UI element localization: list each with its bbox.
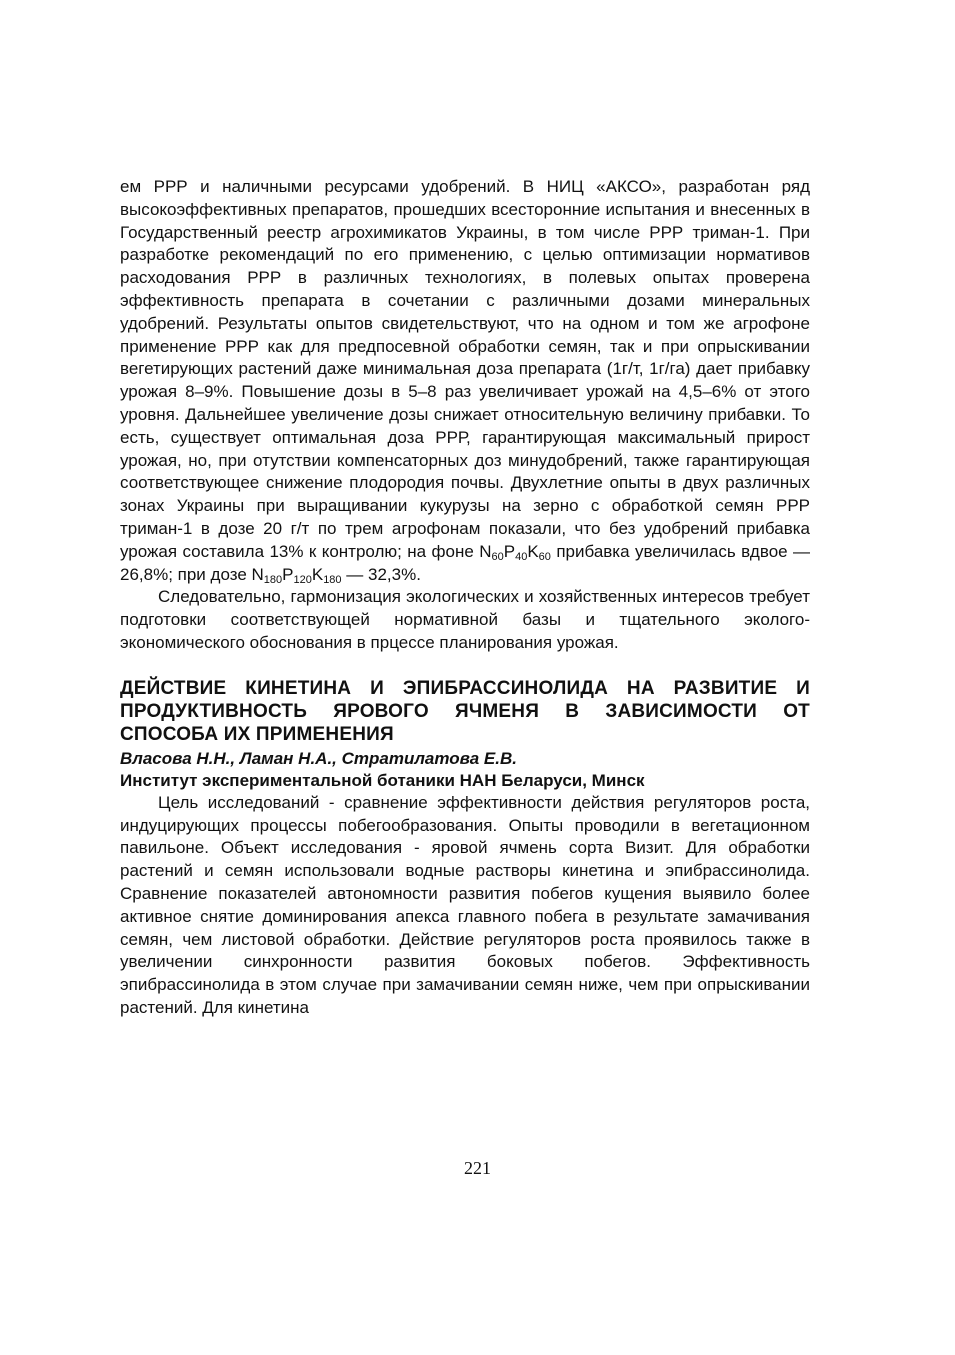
page-number: 221 — [464, 1158, 491, 1178]
article-institute: Институт экспериментальной ботаники НАН Беларуси, Минск — [120, 770, 645, 790]
article-body: Цель исследований - сравнение эффективности действия регуляторов роста, индуцирующих процессы побегообразования. Опыты проводили в вегетационном павильоне. Объект исследования - яровой ячмень сорта Визит. Для обработки растений и семян использовали водные растворы кинетина и эпибрассинолида. Сравнение показателей автономности развития побегов кущения выявило более активное снятие доминирования апекса главного побега в результате замачивания семян, чем листовой обработки. Действие регуляторов роста проявилось также в увеличении синхронности развития боковых побегов. Эффективность эпибрассинолида в этом случае при замачивании семян ниже, чем при опрыскивании растений. Для кинетина — [120, 792, 810, 1017]
page-content — [120, 176, 810, 1020]
article-authors: Власова Н.Н., Ламан Н.А., Стратилатова Е.В. — [120, 748, 517, 768]
formula-n180p120k180: $N_{180}P_{120}K_{180}$ — [251, 564, 342, 586]
paragraph-text: ем РРР и наличными ресурсами удобрений. В НИЦ «АКСО», разработан ряд высокоэффективных препаратов, прошедших всесторонние испытания и внесенных в Государственный реестр агрохимикатов Украины, в том числе РРР триман-1. При разработке рекомендаций по его применению, с целью оптимизации нормативов расходования РРР в различных технологиях, в полевых опытах проверена эффективность препарата в сочетании с различными дозами минеральных удобрений. Результаты опытов свидетельствуют, что на одном и том же агрофоне применение РРР как для предпосевной обработки семян, так и при опрыскивании вегетирующих растений даже минимальная доза препарата (1г/т, 1г/га) дает прибавку урожая 8–9%. Повышение дозы в 5–8 раз увеличивает урожай на 4,5–6% от этого уровня. Дальнейшее увеличение дозы снижает относительную величину прибавки. То есть, существует оптимальная доза РРР, гарантирующая максимальный прирост урожая, но, при отутствии компенсаторных доз минудобрений, также гарантирующая соответствующее снижение плодородия почвы. Двухлетние опыты в двух различных зонах Украины при выращивании кукурузы на зерно с обработкой семян РРР триман-1 в дозе 20 г/т по трем агрофонам показали, что без удобрений прибавка урожая составила 13% к контролю; на фоне — [120, 177, 810, 561]
paragraph-conclusion: Следовательно, гармонизация экологических и хозяйственных интересов требует подготовки соответствующей нормативной базы и тщательного эколого-экономического обоснования в прцессе планирования урожая. — [120, 587, 810, 652]
paragraph-continuation — [120, 176, 810, 586]
paragraph-text: — 32,3%. — [341, 564, 421, 584]
paragraph-text: прибавка увеличилась вдвое — 26,8%; при дозе — [120, 541, 810, 584]
article-title: ДЕЙСТВИЕ КИНЕТИНА И ЭПИБРАССИНОЛИДА НА РАЗВИТИЕ И ПРОДУКТИВНОСТЬ ЯРОВОГО ЯЧМЕНЯ В ЗАВИСИМОСТИ ОТ СПОСОБА ИХ ПРИМЕНЕНИЯ — [120, 677, 810, 745]
formula-n60p40k60: $N_{60}P_{40}K_{60}$ — [479, 541, 551, 563]
